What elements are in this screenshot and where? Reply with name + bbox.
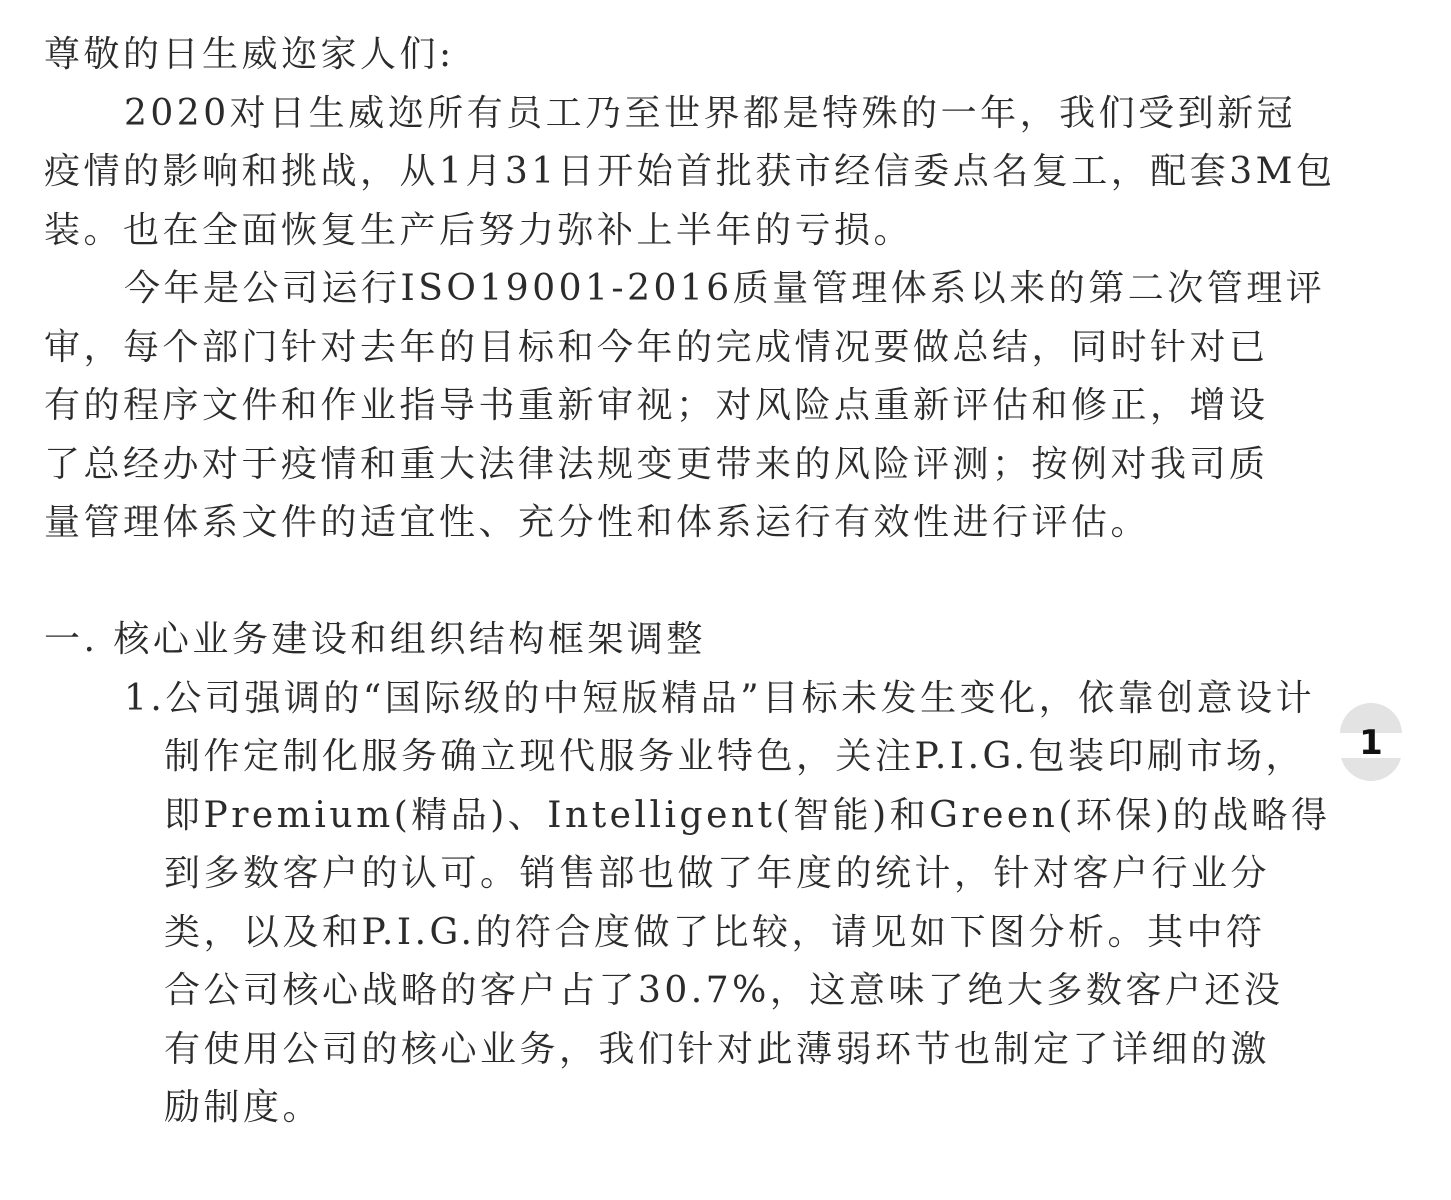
paragraph-2 [44,260,1326,553]
list-item-line: 即Premium(精品)、Intelligent(智能)和Green(环保)的战略得 [164,794,1331,836]
list-item-line: 有使用公司的核心业务，我们针对此薄弱环节也制定了详细的激 [164,1028,1271,1070]
document-body [44,26,1336,1138]
page-number-tab [1340,703,1402,781]
page-number: 1 [1359,723,1383,763]
list-item-line: 到多数客户的认可。销售部也做了年度的统计，针对客户行业分 [164,853,1271,894]
paragraph-line: 审，每个部门针对去年的目标和今年的完成情况要做总结，同时针对已 [44,326,1269,368]
list-item-line: 合公司核心战略的客户占了30.7%，这意味了绝大多数客户还没 [164,970,1284,1011]
greeting: 尊敬的日生威迩家人们: [44,34,455,75]
list-item-line: 1.公司强调的“国际级的中短版精品”目标未发生变化，依靠创意设计 [124,677,1316,719]
section-heading: 一. 核心业务建设和组织结构框架调整 [44,619,706,660]
paragraph-1 [44,85,1336,261]
paragraph-line: 2020对日生威迩所有员工乃至世界都是特殊的一年，我们受到新冠 [124,92,1297,134]
paragraph-spacer [44,553,1249,612]
list-item-line: 类，以及和P.I.G.的符合度做了比较，请见如下图分析。其中符 [164,911,1266,953]
list-item-1 [44,670,1331,1138]
paragraph-line: 量管理体系文件的适宜性、充分性和体系运行有效性进行评估。 [44,502,1151,543]
paragraph-line: 今年是公司运行ISO19001-2016质量管理体系以来的第二次管理评 [124,268,1326,309]
list-item-line: 励制度。 [164,1087,323,1128]
paragraph-line: 有的程序文件和作业指导书重新审视；对风险点重新评估和修正，增设 [44,385,1269,426]
list-item-line: 制作定制化服务确立现代服务业特色，关注P.I.G.包装印刷市场， [164,736,1305,777]
paragraph-line: 了总经办对于疫情和重大法律法规变更带来的风险评测；按例对我司质 [44,443,1269,485]
paragraph-line: 疫情的影响和挑战，从1月31日开始首批获市经信委点名复工，配套3M包 [44,151,1336,192]
paragraph-line: 装。也在全面恢复生产后努力弥补上半年的亏损。 [44,209,914,251]
